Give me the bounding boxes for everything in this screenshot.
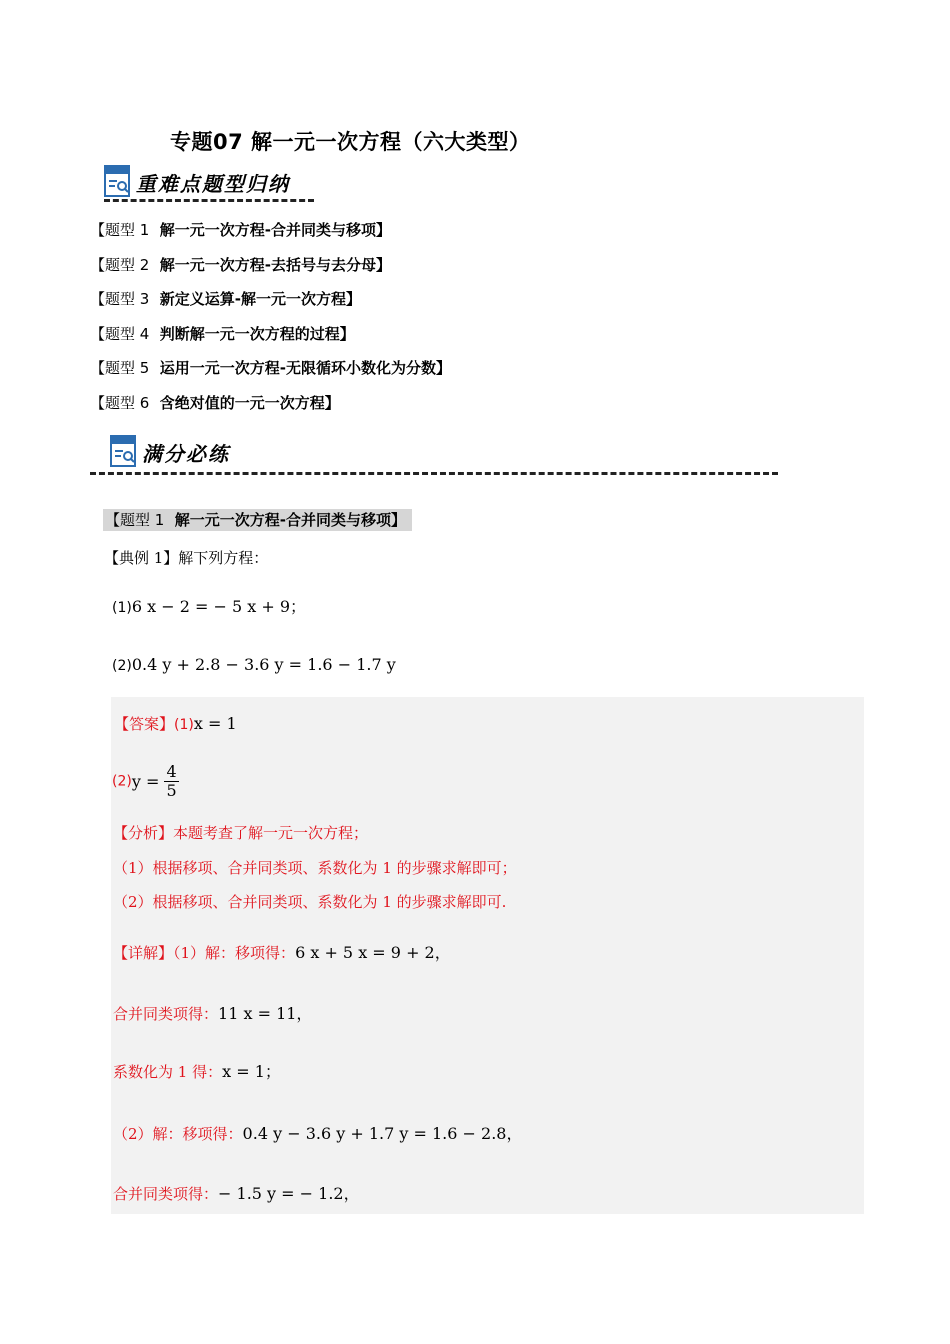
- question-1: (1)6 x − 2 = − 5 x + 9；: [112, 597, 307, 616]
- example-label: 【典例 1】解下列方程：: [104, 549, 269, 567]
- document-search-icon: [104, 165, 130, 197]
- answer-2: (2)y = $\frac{4}{5}$: [112, 762, 177, 800]
- detail-step-3: 系数化为 1 得：x = 1；: [113, 1062, 281, 1081]
- toc-item-2: 【题型 2 解一元一次方程-去括号与去分母】: [90, 256, 391, 274]
- detail-step-5: 合并同类项得：− 1.5 y = − 1.2，: [113, 1184, 360, 1203]
- section-title: 满分必练: [142, 442, 230, 466]
- section-header-practice: [110, 435, 230, 467]
- document-search-icon: [110, 435, 136, 467]
- toc-item-4: 【题型 4 判断解一元一次方程的过程】: [90, 325, 355, 343]
- analysis-intro: 【分析】本题考查了解一元一次方程；: [113, 824, 369, 842]
- section-divider: [90, 472, 778, 475]
- question-2: (2)0.4 y + 2.8 − 3.6 y = 1.6 − 1.7 y: [112, 655, 396, 674]
- toc-item-6: 【题型 6 含绝对值的一元一次方程】: [90, 394, 340, 412]
- analysis-point-1: （1）根据移项、合并同类项、系数化为 1 的步骤求解即可；: [113, 859, 517, 877]
- type-header: 【题型 1 解一元一次方程-合并同类与移项】: [103, 509, 412, 531]
- detail-step-4: （2）解：移项得：0.4 y − 3.6 y + 1.7 y = 1.6 − 2.8，: [113, 1124, 523, 1143]
- detail-step-2: 合并同类项得：11 x = 11，: [113, 1004, 313, 1023]
- section-title: 重难点题型归纳: [136, 172, 290, 196]
- answer-1: 【答案】(1)x = 1: [114, 714, 237, 733]
- fraction: $\frac{4}{5}$: [166, 762, 177, 800]
- page-title: 专题07 解一元一次方程（六大类型）: [170, 130, 531, 154]
- toc-item-5: 【题型 5 运用一元一次方程-无限循环小数化为分数】: [90, 359, 451, 377]
- detail-step-1: 【详解】（1）解：移项得：6 x + 5 x = 9 + 2，: [113, 943, 451, 962]
- section-divider: [104, 199, 314, 202]
- section-header-key-types: [104, 165, 290, 197]
- toc-item-3: 【题型 3 新定义运算-解一元一次方程】: [90, 290, 361, 308]
- toc-item-1: 【题型 1 解一元一次方程-合并同类与移项】: [90, 221, 391, 239]
- analysis-point-2: （2）根据移项、合并同类项、系数化为 1 的步骤求解即可.: [113, 893, 507, 911]
